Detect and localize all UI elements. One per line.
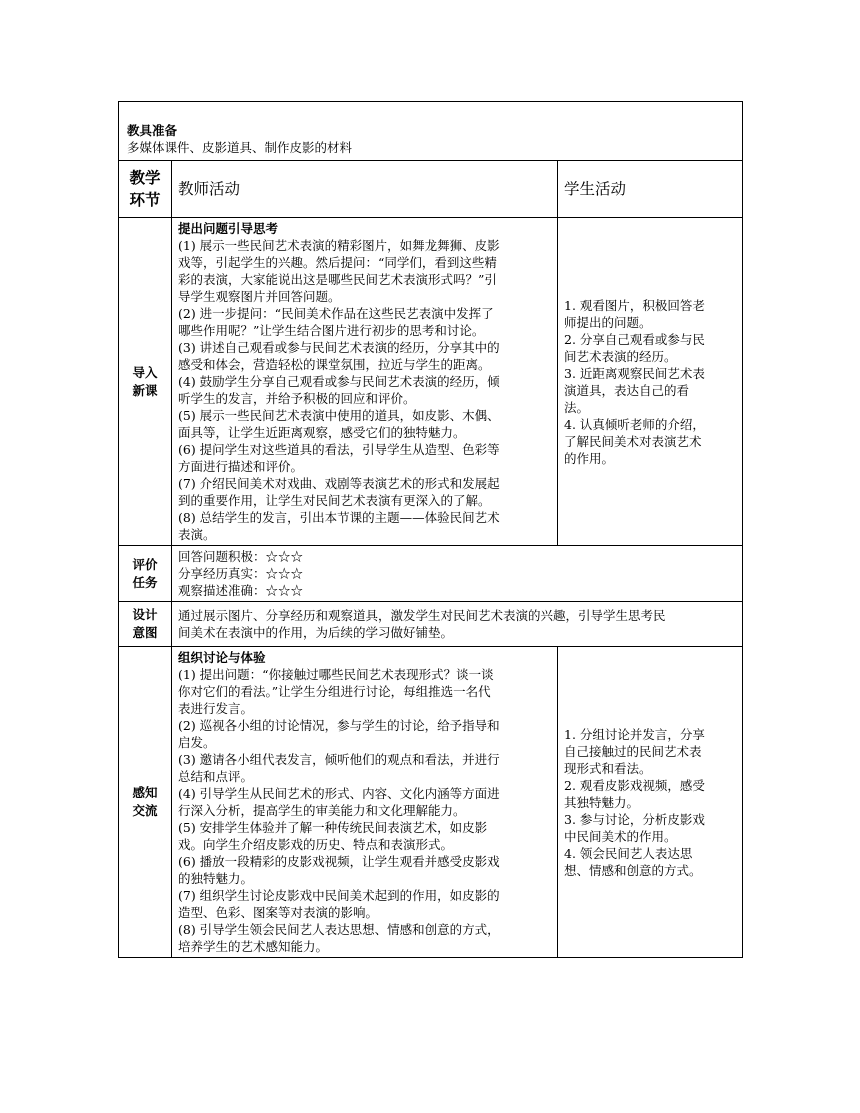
text-line: 法。 [564, 399, 590, 415]
text-line: 戏。向学生介绍皮影戏的历史、特点和表演形式。 [178, 837, 454, 852]
evaluation-row [119, 546, 743, 602]
text-line: 现形式和看法。 [564, 760, 652, 776]
text-line: 2. 观看皮影戏视频，感受 [564, 777, 705, 793]
text-line: (4) 引导学生从民间艺术的形式、内容、文化内涵等方面进 [178, 786, 500, 801]
text-line: 造型、色彩、图案等对表演的影响。 [178, 905, 379, 920]
prep-row [119, 102, 743, 161]
perception-label-line-1: 感知 [132, 785, 158, 800]
intro-student-cell [558, 218, 743, 546]
text-line: (2) 进一步提问：“民间美术作品在这些民艺表演中发挥了 [178, 306, 494, 321]
text-line: 演道具，表达自己的看 [564, 382, 690, 398]
text-line: 4. 认真倾听老师的介绍， [564, 416, 705, 432]
text-line: 回答问题积极：☆☆☆ [178, 549, 304, 564]
design-label [119, 602, 172, 647]
evaluation-cell [172, 546, 743, 602]
text-line: 行深入分析，提高学生的审美能力和文化理解能力。 [178, 803, 466, 818]
text-line: 自己接触过的民间艺术表 [564, 743, 702, 759]
text-line: 通过展示图片、分享经历和观察道具，激发学生对民间艺术表演的兴趣，引导学生思考民 [178, 608, 666, 623]
text-line: 总结和点评。 [178, 769, 254, 784]
design-cell [172, 602, 743, 647]
perception-teacher-text [178, 666, 551, 955]
lesson-plan-table [118, 101, 743, 958]
text-line: 其独特魅力。 [564, 794, 640, 810]
text-line: (7) 介绍民间美术对戏曲、戏剧等表演艺术的形式和发展起 [178, 476, 500, 491]
text-line: (1) 展示一些民间艺术表演的精彩图片，如舞龙舞狮、皮影 [178, 238, 500, 253]
text-line: 观察描述准确：☆☆☆ [178, 583, 304, 598]
text-line: (2) 巡视各小组的讨论情况，参与学生的讨论，给予指导和 [178, 718, 500, 733]
perception-title: 组织讨论与体验 [178, 650, 266, 665]
header-stage-line-2: 环节 [129, 191, 161, 209]
perception-teacher-cell [172, 647, 558, 958]
text-line: 面具等，让学生近距离观察，感受它们的独特魅力。 [178, 425, 466, 440]
intro-title: 提出问题引导思考 [178, 221, 279, 236]
text-line: (7) 组织学生讨论皮影戏中民间美术起到的作用，如皮影的 [178, 888, 500, 903]
text-line: 培养学生的艺术感知能力。 [178, 939, 329, 954]
header-student: 学生活动 [558, 161, 743, 218]
text-line: 听学生的发言，并给予积极的回应和评价。 [178, 391, 416, 406]
text-line: (5) 安排学生体验并了解一种传统民间表演艺术，如皮影 [178, 820, 488, 835]
header-teacher: 教师活动 [172, 161, 558, 218]
text-line: 启发。 [178, 735, 216, 750]
perception-student-cell [558, 647, 743, 958]
text-line: 彩的表演，大家能说出这是哪些民间艺术表演形式吗？”引 [178, 272, 497, 287]
prep-title: 教具准备 [127, 123, 178, 138]
text-line: 师提出的问题。 [564, 314, 652, 330]
text-line: 分享经历真实：☆☆☆ [178, 566, 304, 581]
intro-label-line-1: 导入 [132, 364, 158, 380]
text-line: 了解民间美术对表演艺术 [564, 433, 702, 449]
perception-row [119, 647, 743, 958]
intro-teacher-cell [172, 218, 558, 546]
perception-label [119, 647, 172, 958]
text-line: 哪些作用呢？”让学生结合图片进行初步的思考和讨论。 [178, 323, 485, 338]
evaluation-label-line-1: 评价 [132, 556, 158, 572]
design-text [178, 607, 736, 641]
text-line: 4. 领会民间艺人表达思 [564, 845, 693, 861]
text-line: 的独特魅力。 [178, 871, 254, 886]
text-line: 感受和体会，营造轻松的课堂氛围，拉近与学生的距离。 [178, 357, 491, 372]
perception-student-text [564, 726, 736, 879]
intro-teacher-text [178, 237, 551, 543]
text-line: (6) 播放一段精彩的皮影戏视频，让学生观看并感受皮影戏 [178, 854, 500, 869]
text-line: 3. 近距离观察民间艺术表 [564, 365, 705, 381]
evaluation-text [178, 548, 736, 599]
header-stage [119, 161, 172, 218]
intro-label-line-2: 新课 [132, 382, 158, 398]
text-line: 1. 分组讨论并发言，分享 [564, 726, 705, 742]
text-line: 1. 观看图片，积极回答老 [564, 297, 705, 313]
text-line: (5) 展示一些民间艺术表演中使用的道具，如皮影、木偶、 [178, 408, 500, 423]
text-line: (8) 引导学生领会民间艺人表达思想、情感和创意的方式， [178, 922, 500, 937]
text-line: (8) 总结学生的发言，引出本节课的主题——体验民间艺术 [178, 510, 500, 525]
text-line: (3) 邀请各小组代表发言，倾听他们的观点和看法，并进行 [178, 752, 500, 767]
header-stage-line-1: 教学 [129, 169, 161, 187]
text-line: 中民间美术的作用。 [564, 828, 677, 844]
design-row [119, 602, 743, 647]
header-row [119, 161, 743, 218]
text-line: 戏等，引起学生的兴趣。然后提问：“同学们，看到这些精 [178, 255, 497, 270]
text-line: 的作用。 [564, 450, 615, 466]
prep-content: 多媒体课件、皮影道具、制作皮影的材料 [127, 140, 353, 155]
text-line: 表演。 [178, 527, 216, 542]
text-line: 间艺术表演的经历。 [564, 348, 677, 364]
text-line: 想、情感和创意的方式。 [564, 862, 702, 878]
text-line: (6) 提问学生对这些道具的看法，引导学生从造型、色彩等 [178, 442, 500, 457]
text-line: (1) 提出问题：“你接触过哪些民间艺术表现形式？谈一谈 [178, 667, 494, 682]
text-line: 到的重要作用，让学生对民间艺术表演有更深入的了解。 [178, 493, 491, 508]
perception-label-line-2: 交流 [132, 803, 158, 818]
text-line: 表进行发言。 [178, 701, 254, 716]
intro-student-text [564, 297, 736, 467]
text-line: 你对它们的看法。”让学生分组进行讨论，每组推选一名代 [178, 684, 491, 699]
text-line: 间美术在表演中的作用，为后续的学习做好铺垫。 [178, 625, 454, 640]
text-line: 方面进行描述和评价。 [178, 459, 304, 474]
text-line: (3) 讲述自己观看或参与民间艺术表演的经历，分享其中的 [178, 340, 500, 355]
intro-row [119, 218, 743, 546]
intro-label [119, 218, 172, 546]
text-line: 3. 参与讨论，分析皮影戏 [564, 811, 705, 827]
evaluation-label [119, 546, 172, 602]
evaluation-label-line-2: 任务 [132, 574, 158, 590]
design-label-line-2: 意图 [132, 625, 158, 640]
prep-cell [119, 102, 743, 161]
text-line: 2. 分享自己观看或参与民 [564, 331, 705, 347]
design-label-line-1: 设计 [132, 607, 158, 622]
text-line: (4) 鼓励学生分享自己观看或参与民间艺术表演的经历，倾 [178, 374, 500, 389]
text-line: 导学生观察图片并回答问题。 [178, 289, 341, 304]
